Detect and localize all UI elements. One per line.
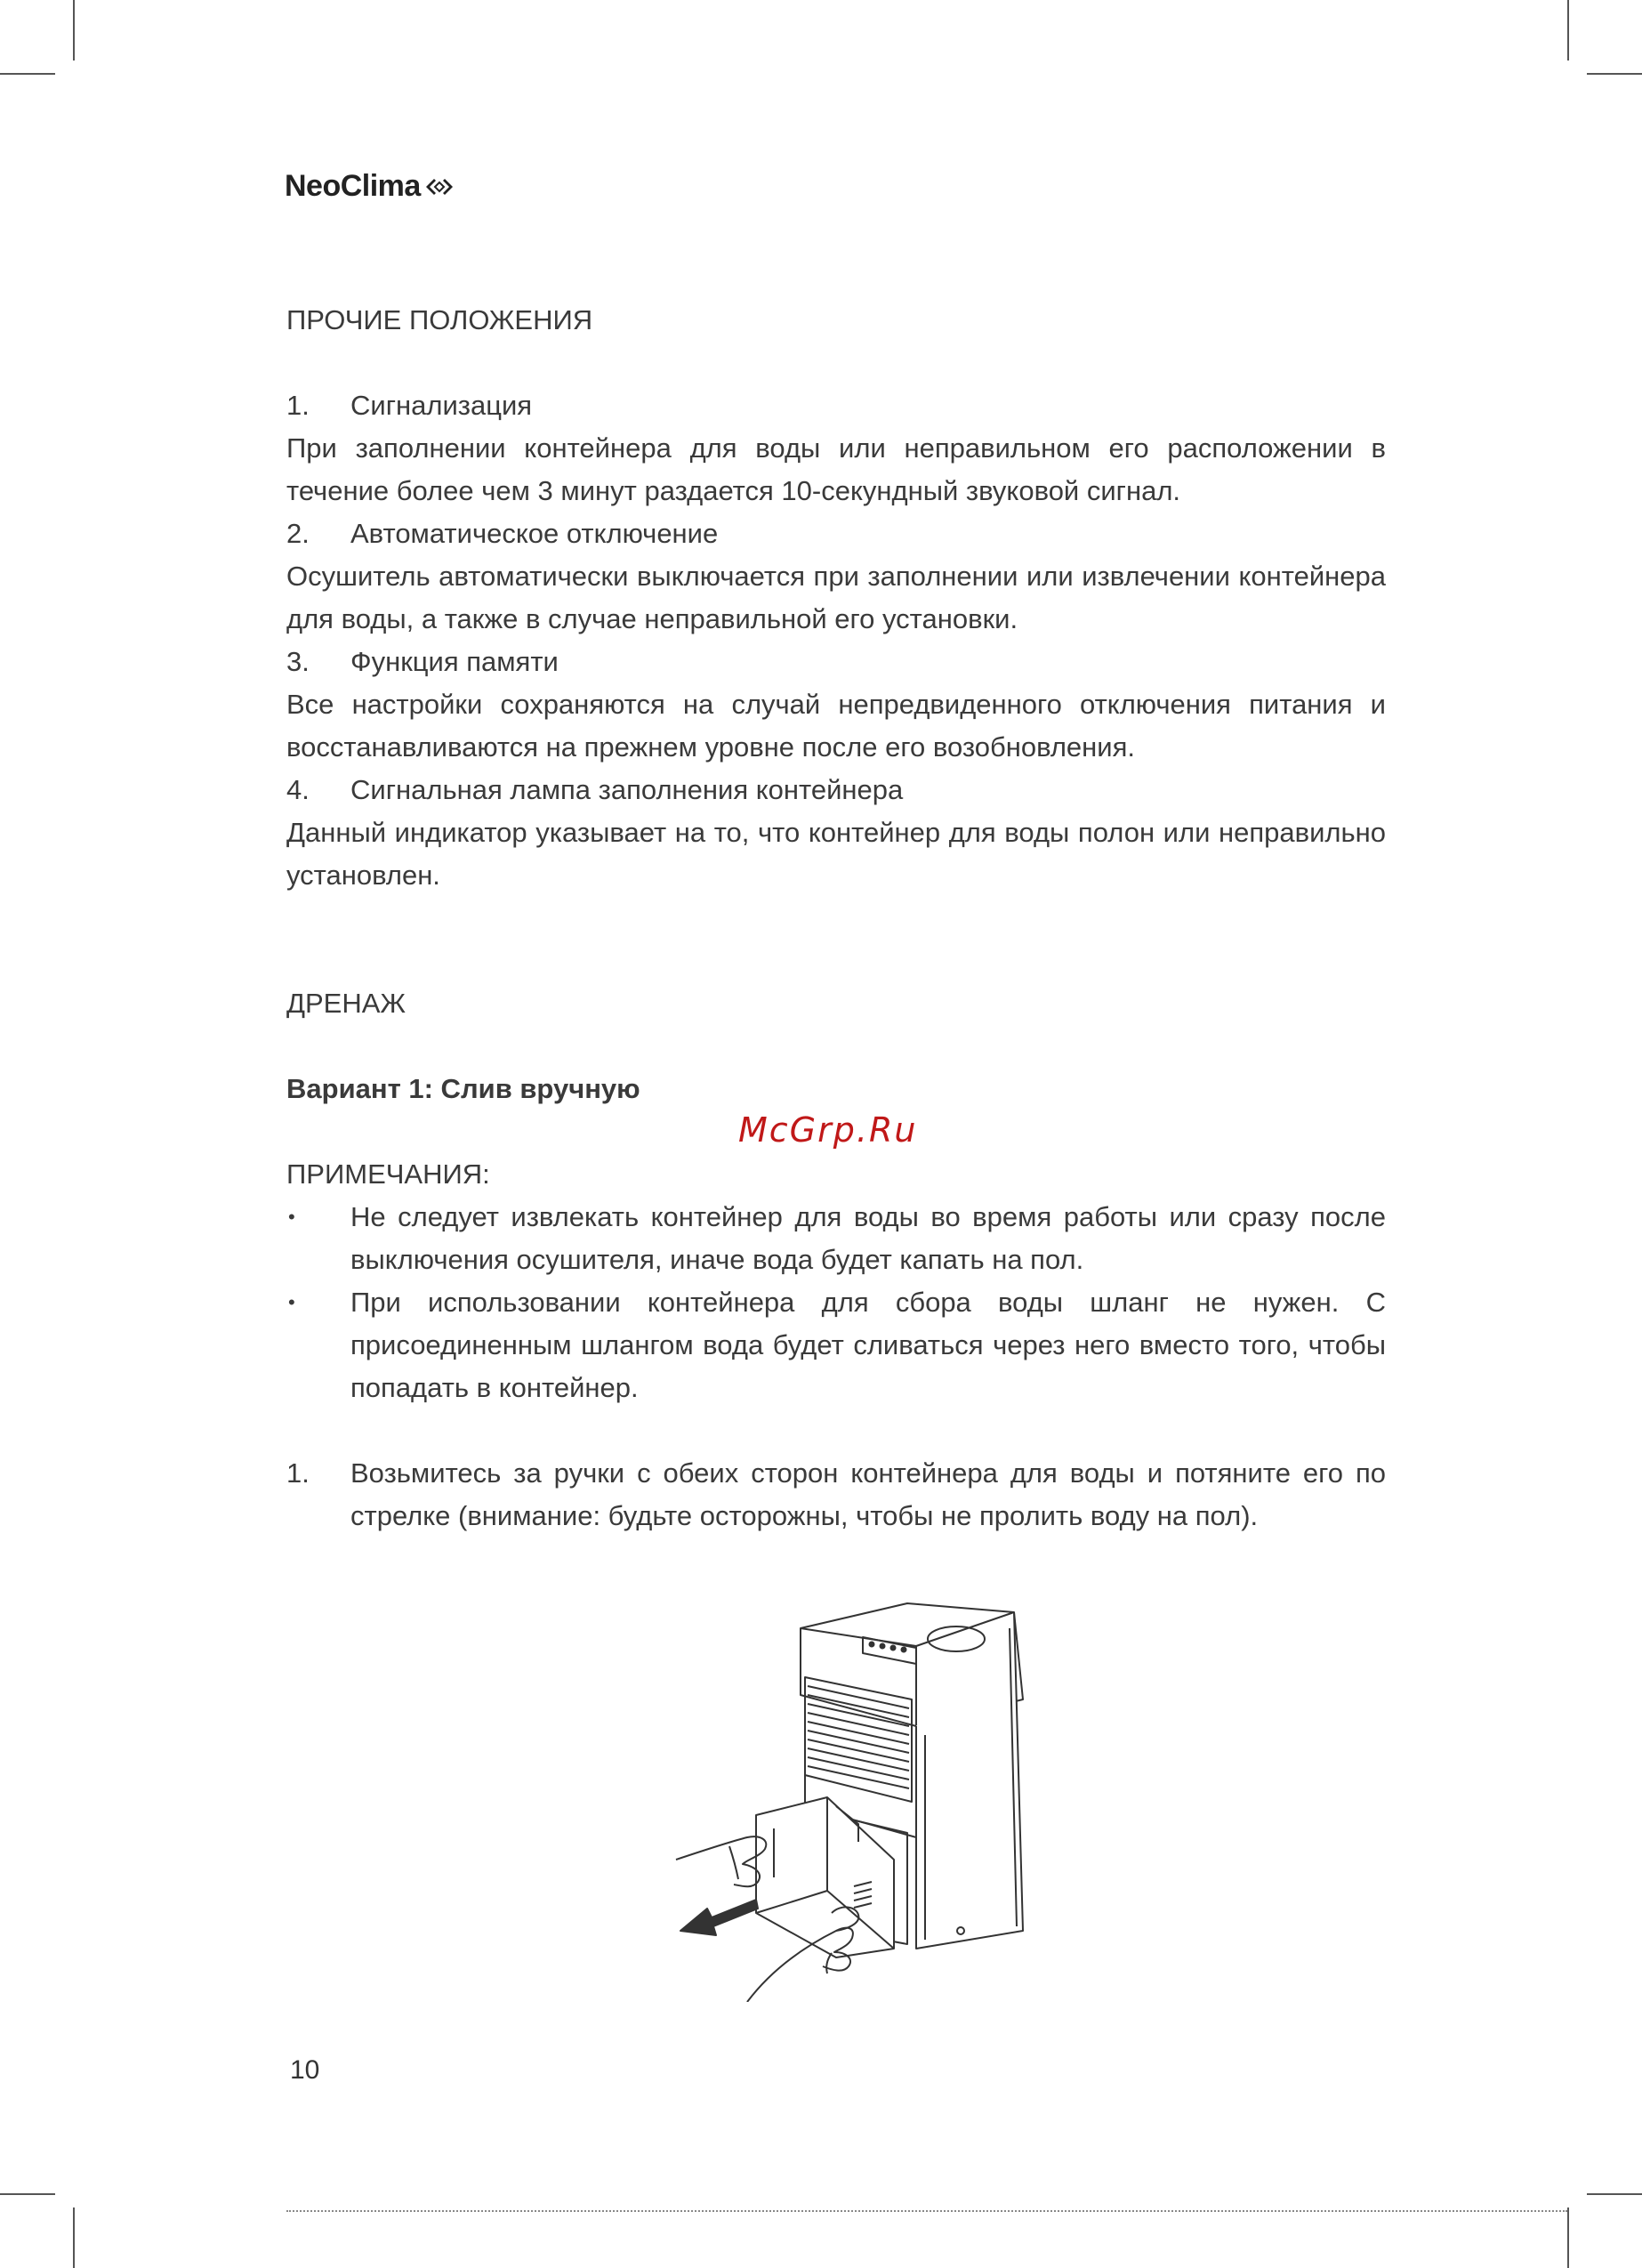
notes-label: ПРИМЕЧАНИЯ: (286, 1158, 490, 1190)
page-number: 10 (290, 2055, 320, 2085)
footer-divider (286, 2210, 1567, 2212)
crop-mark (0, 2193, 55, 2195)
crop-mark (1567, 2207, 1569, 2268)
variant-title: Вариант 1: Слив вручную (286, 1073, 640, 1104)
crop-mark (1587, 2193, 1642, 2195)
watermark: McGrp.Ru (738, 1110, 918, 1150)
note-item: • Не следует извлекать контейнер для воды во время работы или сразу после выключения осушителя, иначе вода будет капать на пол. (288, 1201, 1386, 1275)
crop-mark (73, 2207, 75, 2268)
neoclima-diamond-arrows-icon (424, 174, 455, 200)
section-title-other: ПРОЧИЕ ПОЛОЖЕНИЯ (286, 304, 593, 335)
dehumidifier-illustration (658, 1593, 1050, 2002)
brand-name: NeoClima (285, 169, 421, 203)
brand-logo (285, 169, 455, 204)
list-item-text: Осушитель автоматически выключается при заполнении или извлечении контейнера для воды, а также в случае неправильной его установки. (286, 561, 1386, 634)
crop-mark (1587, 73, 1642, 75)
step-item: 1. Возьмитесь за ручки с обеих сторон контейнера для воды и потяните его по стрелке (внимание: будьте осторожны, чтобы не пролить воду на пол). (286, 1457, 1386, 1531)
crop-mark (0, 73, 55, 75)
list-item-text: Все настройки сохраняются на случай непредвиденного отключения питания и восстанавливаются на прежнем уровне после его возобновления. (286, 689, 1386, 763)
note-item: • При использовании контейнера для сбора воды шланг не нужен. С присоединенным шлангом вода будет сливаться через него вместо того, чтобы попадать в контейнер. (288, 1287, 1386, 1403)
crop-mark (73, 0, 75, 61)
list-item-text: Данный индикатор указывает на то, что контейнер для воды полон или неправильно установлен. (286, 817, 1386, 891)
section-title-drain: ДРЕНАЖ (286, 988, 406, 1019)
list-item-text: При заполнении контейнера для воды или неправильном его расположении в течение более чем 3 минут раздается 10-секундный звуковой сигнал. (286, 432, 1386, 506)
dehumidifier-drawing (658, 1593, 1050, 2002)
crop-mark (1567, 0, 1569, 61)
